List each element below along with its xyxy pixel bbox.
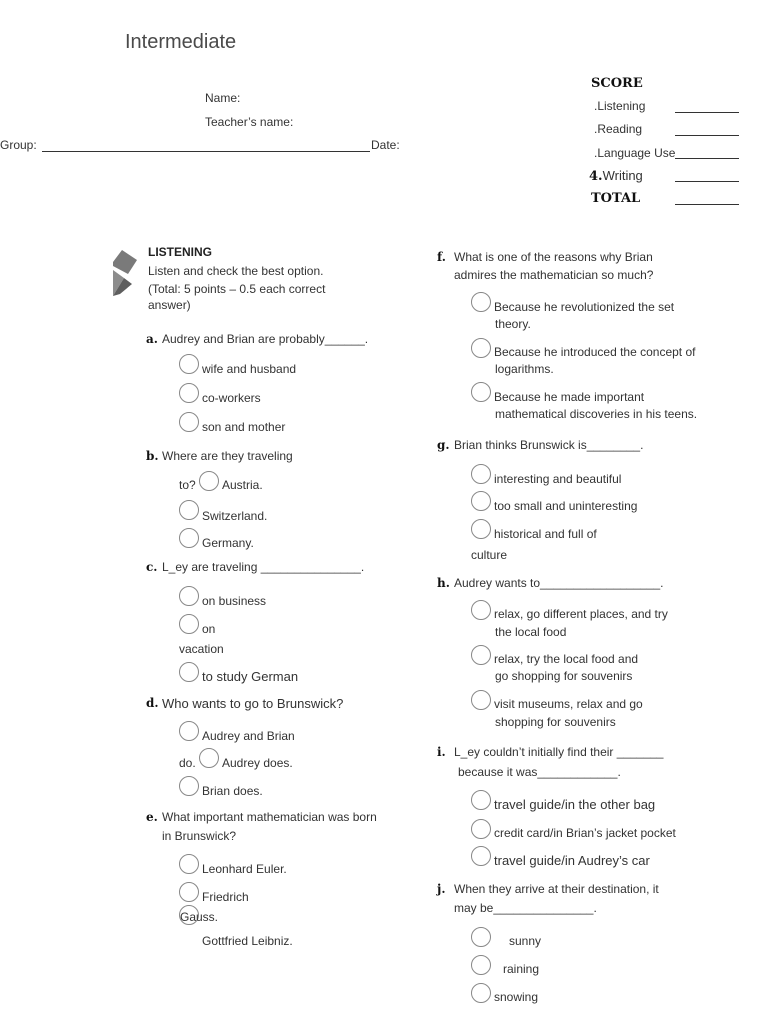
question-letter: b. bbox=[146, 449, 159, 463]
option-label: theory. bbox=[495, 317, 531, 331]
score-row-total: TOTAL bbox=[591, 191, 641, 206]
option-label: to study German bbox=[202, 669, 299, 684]
option-label: interesting and beautiful bbox=[494, 472, 622, 486]
option-label: relax, try the local food and bbox=[494, 652, 639, 666]
score-label: Listening bbox=[597, 99, 646, 113]
option-label: Because he revolutionized the set bbox=[494, 300, 675, 314]
question-letter: a. bbox=[146, 332, 158, 346]
option-label: Switzerland. bbox=[202, 509, 268, 523]
question-text: admires the mathematician so much? bbox=[454, 268, 654, 282]
listening-score-field[interactable] bbox=[675, 101, 739, 113]
option-label: on bbox=[202, 622, 216, 636]
radio-button[interactable] bbox=[179, 614, 199, 634]
radio-button[interactable] bbox=[179, 586, 199, 606]
option-label: snowing bbox=[494, 990, 539, 1004]
radio-button[interactable] bbox=[471, 927, 491, 947]
option-label: raining bbox=[503, 962, 540, 976]
option-label: Gauss. bbox=[180, 910, 219, 924]
question-letter: c. bbox=[146, 560, 158, 574]
group-label: Group: bbox=[0, 138, 37, 152]
radio-button[interactable] bbox=[471, 519, 491, 539]
option-label: visit museums, relax and go bbox=[494, 697, 643, 711]
radio-button[interactable] bbox=[471, 955, 491, 975]
option-label: on business bbox=[202, 594, 267, 608]
question-letter: h. bbox=[437, 576, 450, 590]
question-text: to? bbox=[179, 478, 196, 492]
option-label: mathematical discoveries in his teens. bbox=[495, 407, 698, 421]
option-label: the local food bbox=[495, 625, 567, 639]
option-label: too small and uninteresting bbox=[494, 499, 638, 513]
question-letter: i. bbox=[437, 745, 446, 759]
page-title: Intermediate bbox=[125, 31, 237, 53]
radio-button[interactable] bbox=[179, 528, 199, 548]
listening-instruction: (Total: 5 points – 0.5 each correct bbox=[148, 282, 326, 296]
question-text: Brian thinks Brunswick is________. bbox=[454, 438, 644, 452]
reading-score-field[interactable] bbox=[675, 124, 739, 136]
language-use-score-field[interactable] bbox=[675, 147, 739, 159]
option-label: Leonhard Euler. bbox=[202, 862, 287, 876]
option-label: Because he made important bbox=[494, 390, 645, 404]
option-label: go shopping for souvenirs bbox=[495, 669, 633, 683]
question-text: Who wants to go to Brunswick? bbox=[162, 696, 344, 711]
option-label: Germany. bbox=[202, 536, 254, 550]
question-text: Audrey and Brian are probably______. bbox=[162, 332, 369, 346]
radio-button[interactable] bbox=[471, 846, 491, 866]
option-label: Brian does. bbox=[202, 784, 263, 798]
date-label: Date: bbox=[371, 138, 400, 152]
question-text: in Brunswick? bbox=[162, 829, 237, 843]
radio-button[interactable] bbox=[471, 600, 491, 620]
headphones-logo-icon bbox=[110, 248, 140, 300]
radio-button[interactable] bbox=[179, 383, 199, 403]
radio-button[interactable] bbox=[471, 983, 491, 1003]
radio-button[interactable] bbox=[471, 464, 491, 484]
option-label: shopping for souvenirs bbox=[495, 715, 616, 729]
question-letter: f. bbox=[437, 250, 446, 264]
option-label: Because he introduced the concept of bbox=[494, 345, 696, 359]
option-label: relax, go different places, and try bbox=[494, 607, 668, 621]
question-letter: e. bbox=[146, 810, 158, 824]
question-text: because it was____________. bbox=[458, 765, 621, 779]
radio-button[interactable] bbox=[179, 776, 199, 796]
option-label: vacation bbox=[179, 642, 224, 656]
score-row-listening bbox=[594, 99, 645, 113]
score-prefix: . bbox=[594, 146, 598, 160]
radio-button[interactable] bbox=[179, 662, 199, 682]
question-letter: d. bbox=[146, 696, 159, 710]
radio-button[interactable] bbox=[471, 292, 491, 312]
score-prefix: . bbox=[594, 122, 598, 136]
radio-button[interactable] bbox=[471, 491, 491, 511]
score-label: Language Use bbox=[597, 146, 676, 160]
option-label: Gottfried Leibniz. bbox=[202, 934, 293, 948]
option-label: historical and full of bbox=[494, 527, 597, 541]
option-label: do. bbox=[179, 756, 196, 770]
option-label: Audrey and Brian bbox=[202, 729, 295, 743]
question-letter: j. bbox=[437, 882, 446, 896]
score-row-reading bbox=[594, 122, 642, 136]
question-text: Where are they traveling bbox=[162, 449, 293, 463]
writing-score-field[interactable] bbox=[675, 170, 739, 182]
option-label: wife and husband bbox=[202, 362, 297, 376]
radio-button[interactable] bbox=[471, 819, 491, 839]
question-text: L_ey are traveling _______________. bbox=[162, 560, 365, 574]
radio-button[interactable] bbox=[179, 500, 199, 520]
option-label: Audrey does. bbox=[222, 756, 293, 770]
name-label: Name: bbox=[205, 91, 241, 105]
question-text: What is one of the reasons why Brian bbox=[454, 250, 653, 264]
option-label: travel guide/in Audrey’s car bbox=[494, 853, 650, 868]
radio-button[interactable] bbox=[199, 748, 219, 768]
radio-button[interactable] bbox=[179, 354, 199, 374]
option-label: Austria. bbox=[222, 478, 263, 492]
option-label: son and mother bbox=[202, 420, 286, 434]
radio-button[interactable] bbox=[179, 721, 199, 741]
group-line[interactable] bbox=[42, 137, 370, 152]
listening-instruction: Listen and check the best option. bbox=[148, 264, 324, 278]
option-label: logarithms. bbox=[495, 362, 554, 376]
radio-button[interactable] bbox=[471, 338, 491, 358]
score-label: Writing bbox=[602, 168, 643, 183]
radio-button[interactable] bbox=[471, 690, 491, 710]
question-text: may be_______________. bbox=[454, 901, 597, 915]
listening-instruction: answer) bbox=[148, 298, 191, 312]
score-label: Reading bbox=[597, 122, 643, 136]
radio-button[interactable] bbox=[179, 882, 199, 902]
question-letter: g. bbox=[437, 438, 450, 452]
score-row-language-use bbox=[594, 146, 675, 160]
score-prefix: . bbox=[594, 99, 598, 113]
radio-button[interactable] bbox=[471, 382, 491, 402]
listening-title: LISTENING bbox=[148, 245, 213, 259]
score-prefix: 4. bbox=[589, 169, 603, 184]
radio-button[interactable] bbox=[179, 412, 199, 432]
score-title: SCORE bbox=[591, 76, 643, 91]
question-text: When they arrive at their destination, it bbox=[454, 882, 659, 896]
score-row-writing bbox=[589, 168, 643, 184]
radio-button[interactable] bbox=[471, 790, 491, 810]
radio-button[interactable] bbox=[179, 854, 199, 874]
option-label: co-workers bbox=[202, 391, 261, 405]
option-label: Friedrich bbox=[202, 890, 249, 904]
radio-button[interactable] bbox=[471, 645, 491, 665]
option-label: credit card/in Brian’s jacket pocket bbox=[494, 826, 676, 840]
radio-button[interactable] bbox=[199, 471, 219, 491]
question-text: What important mathematician was born bbox=[162, 810, 377, 824]
option-label: sunny bbox=[509, 934, 542, 948]
option-label: travel guide/in the other bag bbox=[494, 797, 656, 812]
teacher-name-label: Teacher’s name: bbox=[205, 115, 294, 129]
question-text: L_ey couldn’t initially find their _______ bbox=[454, 745, 664, 759]
question-text: Audrey wants to__________________. bbox=[454, 576, 664, 590]
total-score-field[interactable] bbox=[675, 193, 739, 205]
option-label: culture bbox=[471, 548, 508, 562]
